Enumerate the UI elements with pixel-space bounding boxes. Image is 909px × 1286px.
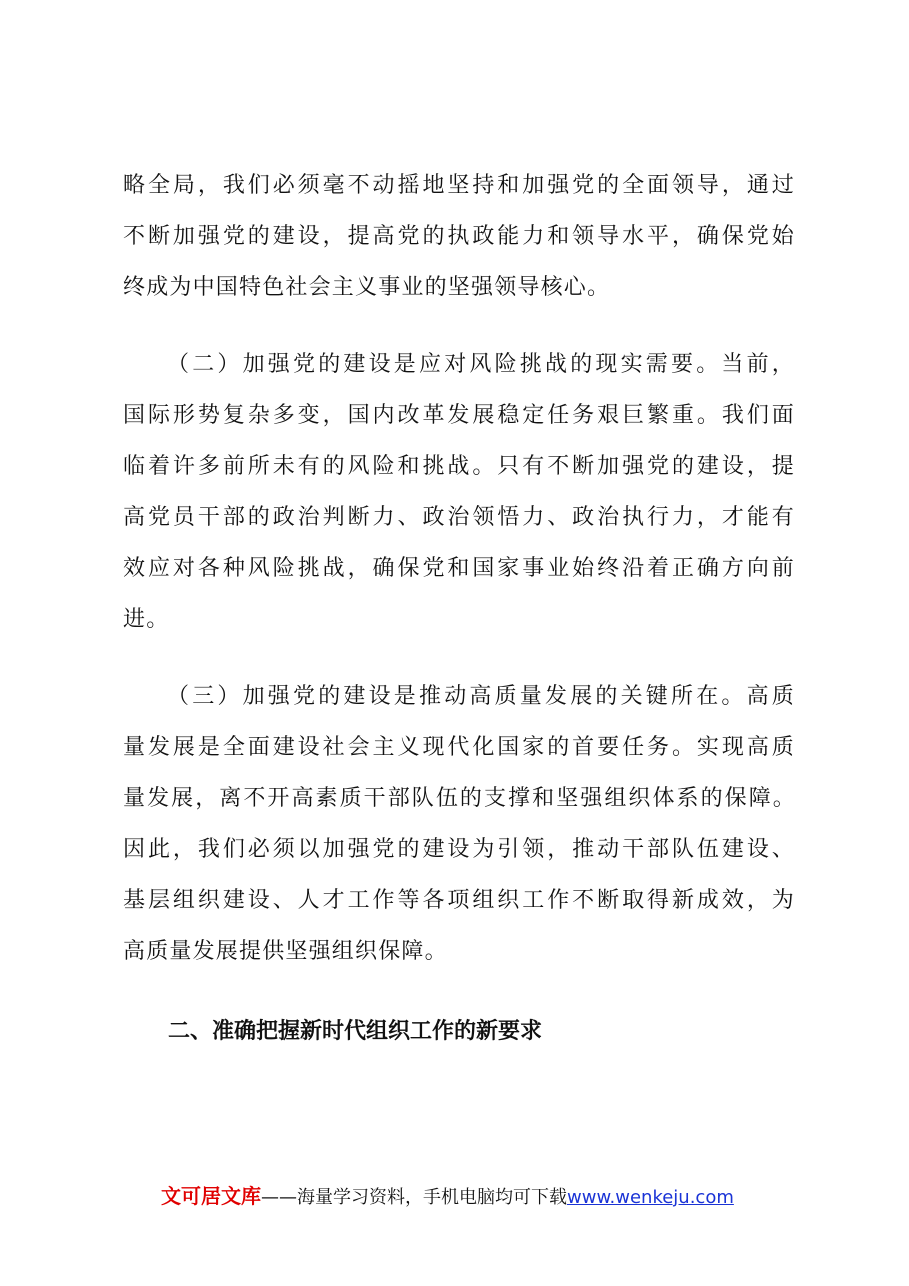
website-link[interactable]: www.wenkeju.com: [567, 1187, 734, 1208]
text-line: 高党员干部的政治判断力、政治领悟力、政治执行力，才能有: [123, 505, 795, 530]
body-text: [123, 160, 795, 977]
text-line: （三）加强党的建设是推动高质量发展的关键所在。高质: [167, 684, 795, 709]
text-line: 量发展是全面建设社会主义现代化国家的首要任务。实现高质: [123, 735, 795, 760]
brand-name: 文可居文库: [161, 1184, 261, 1208]
footer-banner: [161, 1180, 734, 1212]
section-heading: 二、准确把握新时代组织工作的新要求: [168, 1019, 543, 1044]
text-line: 不断加强党的建设，提高党的执政能力和领导水平，确保党始: [123, 224, 795, 249]
text-line: 高质量发展提供坚强组织保障。: [123, 939, 448, 964]
paragraph: [123, 339, 795, 645]
text-line: 效应对各种风险挑战，确保党和国家事业始终沿着正确方向前: [123, 556, 795, 581]
text-line: 国际形势复杂多变，国内改革发展稳定任务艰巨繁重。我们面: [123, 403, 795, 428]
text-line: 量发展，离不开高素质干部队伍的支撑和坚强组织体系的保障。: [123, 786, 795, 811]
text-line: 终成为中国特色社会主义事业的坚强领导核心。: [123, 275, 611, 300]
text-line: 基层组织建设、人才工作等各项组织工作不断取得新成效，为: [123, 888, 795, 913]
paragraph: [123, 671, 795, 977]
paragraph: [123, 160, 795, 313]
text-line: 进。: [123, 607, 170, 632]
text-line: 因此，我们必须以加强党的建设为引领，推动干部队伍建设、: [123, 837, 795, 862]
text-line: （二）加强党的建设是应对风险挑战的现实需要。当前，: [167, 352, 795, 377]
text-line: 临着许多前所未有的风险和挑战。只有不断加强党的建设，提: [123, 454, 795, 479]
text-line: 略全局，我们必须毫不动摇地坚持和加强党的全面领导，通过: [123, 173, 795, 198]
footer-tagline: ——海量学习资料，手机电脑均可下载: [261, 1187, 567, 1208]
